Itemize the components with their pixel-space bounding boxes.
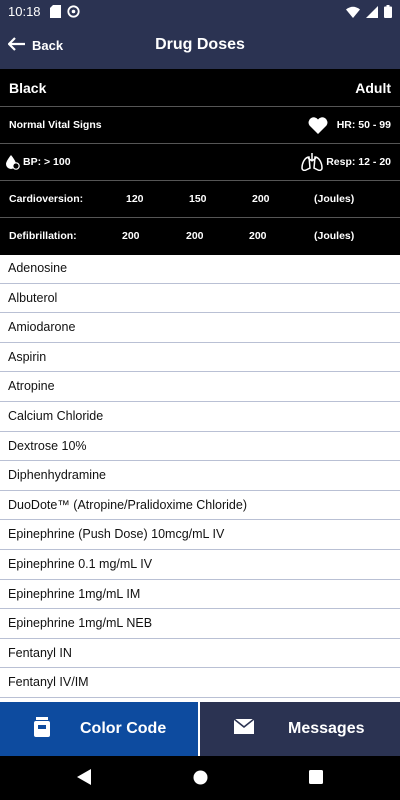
defibrillation-row — [0, 217, 400, 255]
defibrillation-label: Defibrillation: — [9, 230, 77, 242]
defibrillation-unit: (Joules) — [314, 230, 355, 242]
nav-recents-icon[interactable] — [309, 770, 323, 789]
drug-item-diphenhydramine[interactable]: Diphenhydramine — [0, 461, 400, 491]
drug-item-aspirin[interactable]: Aspirin — [0, 343, 400, 373]
vitals-row — [0, 106, 400, 144]
page-title: Drug Doses — [155, 36, 245, 53]
nav-back-icon[interactable] — [77, 769, 91, 790]
drug-item-calcium-chloride[interactable]: Calcium Chloride — [0, 402, 400, 432]
color-code-button[interactable] — [0, 702, 198, 756]
back-label: Back — [32, 38, 64, 53]
bp-resp-row — [0, 143, 400, 181]
app-bar — [0, 24, 400, 69]
heart-icon — [308, 117, 328, 139]
drug-item-dextrose-10[interactable]: Dextrose 10% — [0, 432, 400, 462]
bp-value: BP: > 100 — [23, 156, 71, 168]
drug-item-amiodarone[interactable]: Amiodarone — [0, 313, 400, 343]
drug-item-fentanyl-iv-im[interactable]: Fentanyl IV/IM — [0, 668, 400, 698]
status-bar — [0, 0, 400, 24]
blood-pressure-icon — [5, 154, 20, 175]
cardioversion-label: Cardioversion: — [9, 193, 84, 205]
lungs-icon — [301, 153, 323, 176]
cardioversion-value-2: 150 — [189, 193, 207, 205]
tape-icon — [34, 717, 50, 742]
heart-rate-value: HR: 50 - 99 — [336, 119, 391, 131]
drug-item-epinephrine-0-1-iv[interactable]: Epinephrine 0.1 mg/mL IV — [0, 550, 400, 580]
system-nav-bar — [0, 756, 400, 800]
sd-card-icon — [50, 5, 61, 23]
drug-item-albuterol[interactable]: Albuterol — [0, 284, 400, 314]
color-code-label: Color Code — [80, 720, 167, 737]
drug-item-atropine[interactable]: Atropine — [0, 372, 400, 402]
drug-item-adenosine[interactable]: Adenosine — [0, 254, 400, 284]
nav-home-icon[interactable] — [193, 770, 208, 790]
defibrillation-value-1: 200 — [122, 230, 140, 242]
drug-item-epinephrine-push-dose[interactable]: Epinephrine (Push Dose) 10mcg/mL IV — [0, 520, 400, 550]
drug-item-duodote[interactable]: DuoDote™ (Atropine/Pralidoxime Chloride) — [0, 491, 400, 521]
defibrillation-value-3: 200 — [249, 230, 267, 242]
wifi-icon — [346, 5, 360, 23]
bottom-action-bar — [0, 702, 400, 756]
defibrillation-value-2: 200 — [186, 230, 204, 242]
battery-icon — [384, 5, 392, 23]
color-label: Black — [9, 80, 47, 96]
envelope-icon — [234, 719, 254, 739]
signal-icon — [366, 5, 378, 23]
cardioversion-row — [0, 180, 400, 218]
messages-button[interactable] — [200, 702, 400, 756]
cardioversion-value-3: 200 — [252, 193, 270, 205]
color-row — [0, 69, 400, 106]
sync-icon — [67, 5, 80, 23]
resp-value: Resp: 12 - 20 — [326, 156, 391, 168]
age-group-label: Adult — [355, 80, 391, 96]
cardioversion-value-1: 120 — [126, 193, 144, 205]
messages-label: Messages — [288, 720, 365, 737]
drug-item-epinephrine-1-im[interactable]: Epinephrine 1mg/mL IM — [0, 580, 400, 610]
cardioversion-unit: (Joules) — [314, 193, 355, 205]
drug-item-epinephrine-1-neb[interactable]: Epinephrine 1mg/mL NEB — [0, 609, 400, 639]
drug-item-fentanyl-in[interactable]: Fentanyl IN — [0, 639, 400, 669]
drug-list[interactable] — [0, 254, 400, 700]
status-time: 10:18 — [8, 4, 41, 19]
vitals-label: Normal Vital Signs — [9, 119, 102, 131]
